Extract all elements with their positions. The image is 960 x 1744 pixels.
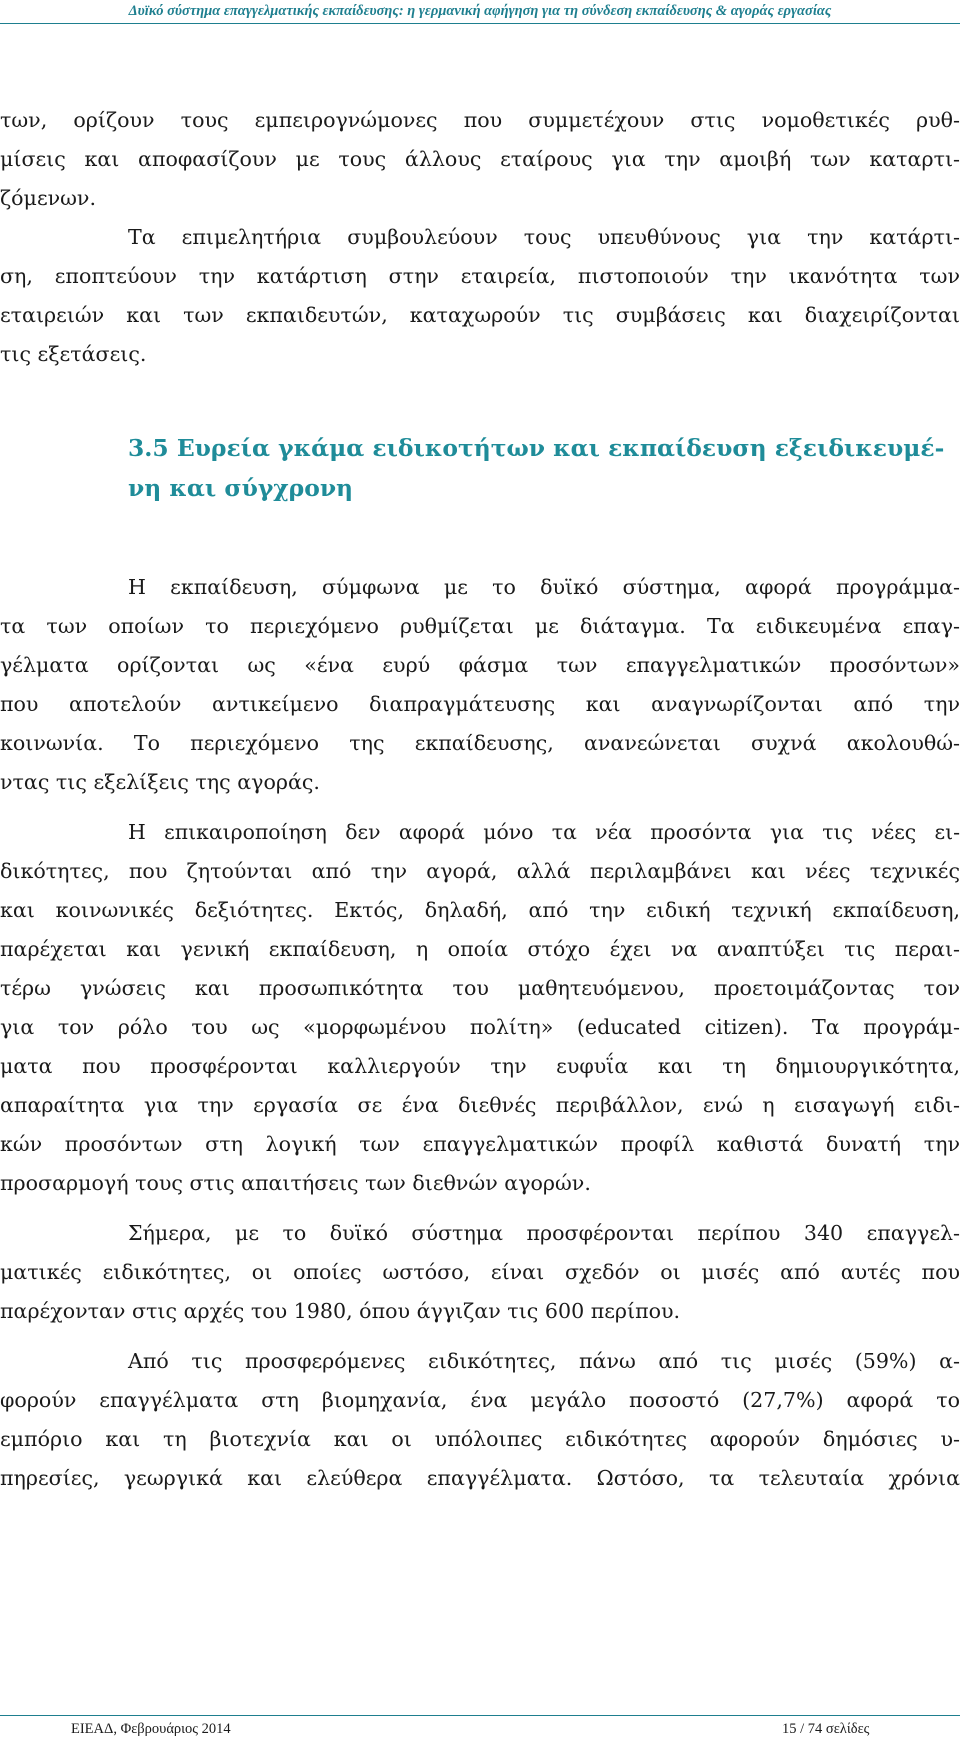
text-line: ματα που προσφέρονται καλλιεργούν την ευφυΐα και τη δημιουργικότητα, bbox=[0, 1054, 960, 1078]
paragraph-specialties-distribution bbox=[0, 1342, 960, 1498]
text-line: παρέχονταν στις αρχές του 1980, όπου άγγιζαν τις 600 περίπου. bbox=[0, 1299, 681, 1323]
paragraph-specialties-count bbox=[0, 1214, 960, 1331]
text-line: Τα επιμελητήρια συμβουλεύουν τους υπευθύνους για την κατάρτι- bbox=[128, 225, 960, 249]
paragraph-curriculum bbox=[0, 568, 960, 802]
text-line: που αποτελούν αντικείμενο διαπραγμάτευσης και αναγνωρίζονται από την bbox=[0, 692, 960, 716]
text-line: τέρω γνώσεις και προσωπικότητα του μαθητευόμενου, προετοιμάζοντας τον bbox=[0, 976, 960, 1000]
footer-page-number: 15 / 74 σελίδες bbox=[782, 1721, 870, 1737]
text-line: Από τις προσφερόμενες ειδικότητες, πάνω από τις μισές (59%) α- bbox=[128, 1349, 960, 1373]
text-line: ντας τις εξελίξεις της αγοράς. bbox=[0, 770, 320, 794]
footer-divider bbox=[0, 1715, 960, 1716]
text-line: πηρεσίες, γεωργικά και ελεύθερα επαγγέλματα. Ωστόσο, τα τελευταία χρόνια bbox=[0, 1466, 960, 1490]
paragraph-update bbox=[0, 813, 960, 1203]
text-line: εταιρειών και των εκπαιδευτών, καταχωρούν τις συμβάσεις και διαχειρίζονται bbox=[0, 303, 960, 327]
section-heading-line: 3.5 Ευρεία γκάμα ειδικοτήτων και εκπαίδευση εξειδικευμέ- bbox=[128, 434, 945, 462]
text-line: δικότητες, που ζητούνται από την αγορά, αλλά περιλαμβάνει και νέες τεχνικές bbox=[0, 859, 960, 883]
section-heading-line: νη και σύγχρονη bbox=[128, 474, 354, 502]
text-line: κοινωνία. Το περιεχόμενο της εκπαίδευσης, ανανεώνεται συχνά ακολουθώ- bbox=[0, 731, 960, 755]
text-line: απαραίτητα για την εργασία σε ένα διεθνές περιβάλλον, ενώ η εισαγωγή ειδι- bbox=[0, 1093, 960, 1117]
text-line: μίσεις και αποφασίζουν με τους άλλους εταίρους για την αμοιβή των καταρτι- bbox=[0, 147, 960, 171]
text-line: Σήμερα, με το δυϊκό σύστημα προσφέρονται περίπου 340 επαγγελ- bbox=[128, 1221, 960, 1245]
text-line: των, ορίζουν τους εμπειρογνώμονες που συμμετέχουν στις νομοθετικές ρυθ- bbox=[0, 108, 960, 132]
text-line: προσαρμογή τους στις απαιτήσεις των διεθνών αγορών. bbox=[0, 1171, 591, 1195]
running-header: Δυϊκό σύστημα επαγγελματικής εκπαίδευσης: η γερμανική αφήγηση για τη σύνδεση εκπαίδευσης & αγοράς εργασίας bbox=[128, 3, 832, 19]
footer-organization-date: ΕΙΕΑΔ, Φεβρουάριος 2014 bbox=[71, 1721, 231, 1737]
text-line: ση, εποπτεύουν την κατάρτιση στην εταιρεία, πιστοποιούν την ικανότητα των bbox=[0, 264, 960, 288]
text-line: φορούν επαγγέλματα στη βιομηχανία, ένα μεγάλο ποσοστό (27,7%) αφορά το bbox=[0, 1388, 960, 1412]
text-line: ματικές ειδικότητες, οι οποίες ωστόσο, είναι σχεδόν οι μισές από αυτές που bbox=[0, 1260, 960, 1284]
text-line: ζόμενων. bbox=[0, 186, 96, 210]
text-line: γέλματα ορίζονται ως «ένα ευρύ φάσμα των επαγγελματικών προσόντων» bbox=[0, 653, 960, 677]
text-line: Η επικαιροποίηση δεν αφορά μόνο τα νέα προσόντα για τις νέες ει- bbox=[128, 820, 960, 844]
text-line: παρέχεται και γενική εκπαίδευση, η οποία στόχο έχει να αναπτύξει τις περαι- bbox=[0, 937, 960, 961]
text-line: τις εξετάσεις. bbox=[0, 342, 147, 366]
text-line: και κοινωνικές δεξιότητες. Εκτός, δηλαδή, από την ειδική τεχνική εκπαίδευση, bbox=[0, 898, 960, 922]
header-divider bbox=[0, 23, 960, 24]
text-line: εμπόριο και τη βιοτεχνία και οι υπόλοιπες ειδικότητες αφορούν δημόσιες υ- bbox=[0, 1427, 960, 1451]
page-body bbox=[0, 101, 960, 1498]
text-line: κών προσόντων στη λογική των επαγγελματικών προφίλ καθιστά δυνατή την bbox=[0, 1132, 960, 1156]
paragraph-chambers bbox=[0, 218, 960, 374]
section-heading bbox=[0, 428, 960, 508]
text-line: για τον ρόλο του ως «μορφωμένου πολίτη» (educated citizen). Τα προγράμ- bbox=[0, 1015, 960, 1039]
paragraph-continuation bbox=[0, 101, 960, 218]
text-line: τα των οποίων το περιεχόμενο ρυθμίζεται με διάταγμα. Τα ειδικευμένα επαγ- bbox=[0, 614, 960, 638]
text-line: Η εκπαίδευση, σύμφωνα με το δυϊκό σύστημα, αφορά προγράμμα- bbox=[128, 575, 960, 599]
